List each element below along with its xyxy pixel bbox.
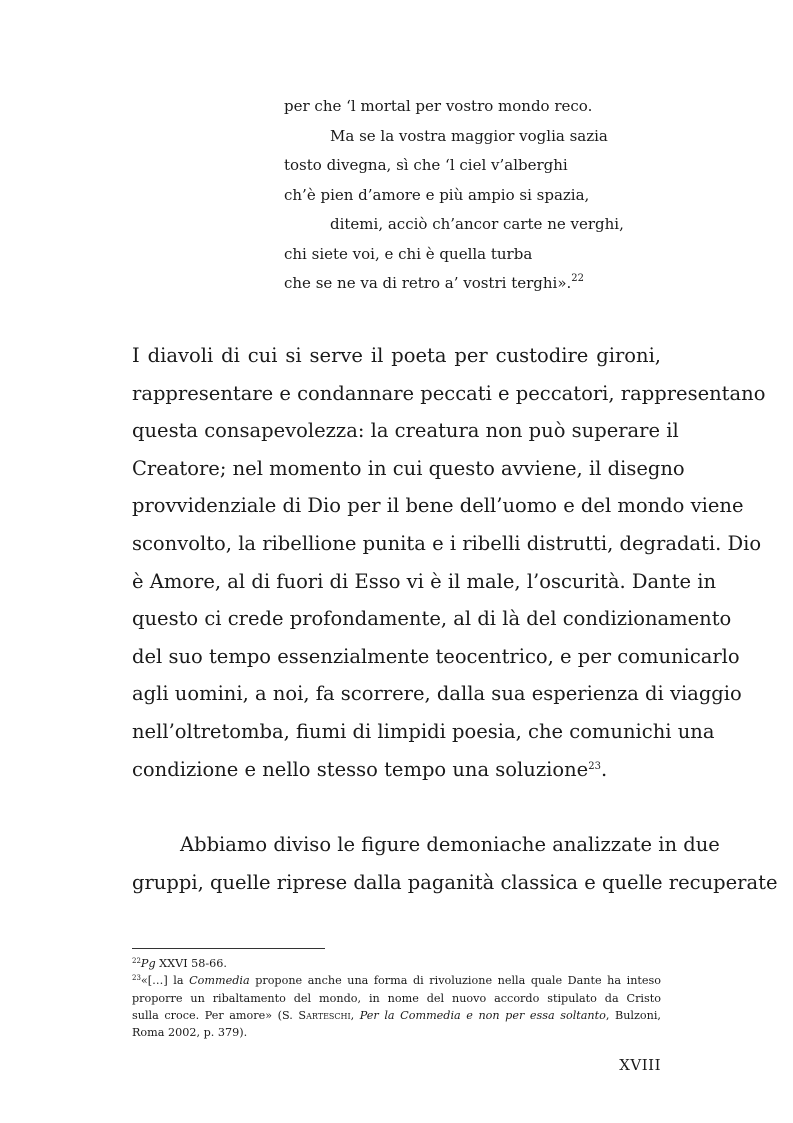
paragraph-line: Creatore; nel momento in cui questo avviene, il disegno bbox=[132, 456, 685, 480]
verse-line: ch’è pien d’amore e più ampio si spazia, bbox=[284, 185, 590, 204]
footnote-italic: Commedia bbox=[189, 974, 250, 988]
paragraph-line-text: condizione e nello stesso tempo una soluzione bbox=[132, 757, 589, 781]
paragraph-line: gruppi, quelle riprese dalla paganità classica e quelle recuperate bbox=[132, 870, 778, 894]
body-paragraph-1 bbox=[132, 337, 766, 788]
verse-line: Ma se la vostra maggior voglia sazia bbox=[330, 126, 608, 145]
paragraph-line: sconvolto, la ribellione punita e i ribelli distrutti, degradati. Dio bbox=[132, 531, 762, 555]
book-title: Per la Commedia e non per essa soltanto bbox=[359, 1008, 606, 1022]
footnote-separator bbox=[132, 948, 325, 949]
footnote-ref-23[interactable]: 23 bbox=[588, 760, 601, 772]
verse-line-text: che se ne va di retro a’ vostri terghi». bbox=[284, 274, 572, 292]
paragraph-line-last bbox=[132, 751, 661, 789]
paragraph-line: questo ci crede profondamente, al di là del condizionamento bbox=[132, 607, 732, 631]
paragraph-line: è Amore, al di fuori di Esso vi è il male, l’oscurità. Dante in bbox=[132, 569, 717, 593]
paragraph-line: del suo tempo essenzialmente teocentrico, e per comunicarlo bbox=[132, 644, 740, 668]
verse-line: ditemi, acciò ch’ancor carte ne verghi, bbox=[330, 215, 624, 233]
footnote-text: sulla croce. Per amore» (S. S bbox=[132, 1008, 307, 1022]
footnote-text: XXVI 58-66. bbox=[155, 957, 227, 970]
author-surname: arteschi bbox=[306, 1008, 351, 1022]
footnote-text: «[…] la bbox=[140, 974, 190, 988]
paragraph-line: agli uomini, a noi, fa scorrere, dalla sua esperienza di viaggio bbox=[132, 682, 742, 706]
paragraph-line: I diavoli di cui si serve il poeta per custodire gironi, bbox=[132, 344, 661, 367]
verse-line: tosto divegna, sì che ‘l ciel v’alberghi bbox=[284, 156, 568, 174]
footnote-23-line-4: Roma 2002, p. 379). bbox=[132, 1026, 248, 1040]
paragraph-line: Abbiamo diviso le figure demoniache analizzate in due bbox=[180, 833, 720, 856]
verse-line-last bbox=[284, 269, 624, 299]
paragraph-line: nell’oltretomba, fiumi di limpidi poesia, che comunichi una bbox=[132, 719, 715, 743]
paragraph-line: rappresentare e condannare peccati e peccatori, rappresentano bbox=[132, 381, 766, 405]
end-punctuation: . bbox=[600, 757, 608, 781]
footnote-text: propone anche una forma di rivoluzione nella quale Dante ha inteso bbox=[249, 974, 662, 988]
page-number: XVIII bbox=[619, 1056, 661, 1074]
footnotes bbox=[132, 955, 661, 1041]
footnote-ref-22[interactable]: 22 bbox=[571, 273, 585, 284]
footnote-text: , Bulzoni, bbox=[605, 1008, 661, 1022]
paragraph-line: questa consapevolezza: la creatura non può superare il bbox=[132, 419, 679, 443]
verse-quotation bbox=[284, 92, 624, 299]
footnote-23-line-2: proporre un ribaltamento del mondo, in nome del nuovo accordo stipulato da Cristo bbox=[132, 991, 661, 1005]
footnote-23-line-3 bbox=[132, 1007, 661, 1024]
footnote-number: 23 bbox=[132, 974, 141, 983]
footnote-22 bbox=[132, 955, 661, 972]
footnote-italic: Pg bbox=[140, 957, 156, 970]
footnote-text: , bbox=[350, 1008, 360, 1022]
paragraph-line: provvidenziale di Dio per il bene dell’uomo e del mondo viene bbox=[132, 494, 744, 518]
verse-line: chi siete voi, e chi è quella turba bbox=[284, 244, 533, 263]
verse-line: per che ‘l mortal per vostro mondo reco. bbox=[284, 97, 593, 115]
footnote-23-line-1 bbox=[132, 972, 661, 989]
footnote-number: 22 bbox=[132, 957, 141, 965]
body-paragraph-2 bbox=[132, 826, 778, 901]
